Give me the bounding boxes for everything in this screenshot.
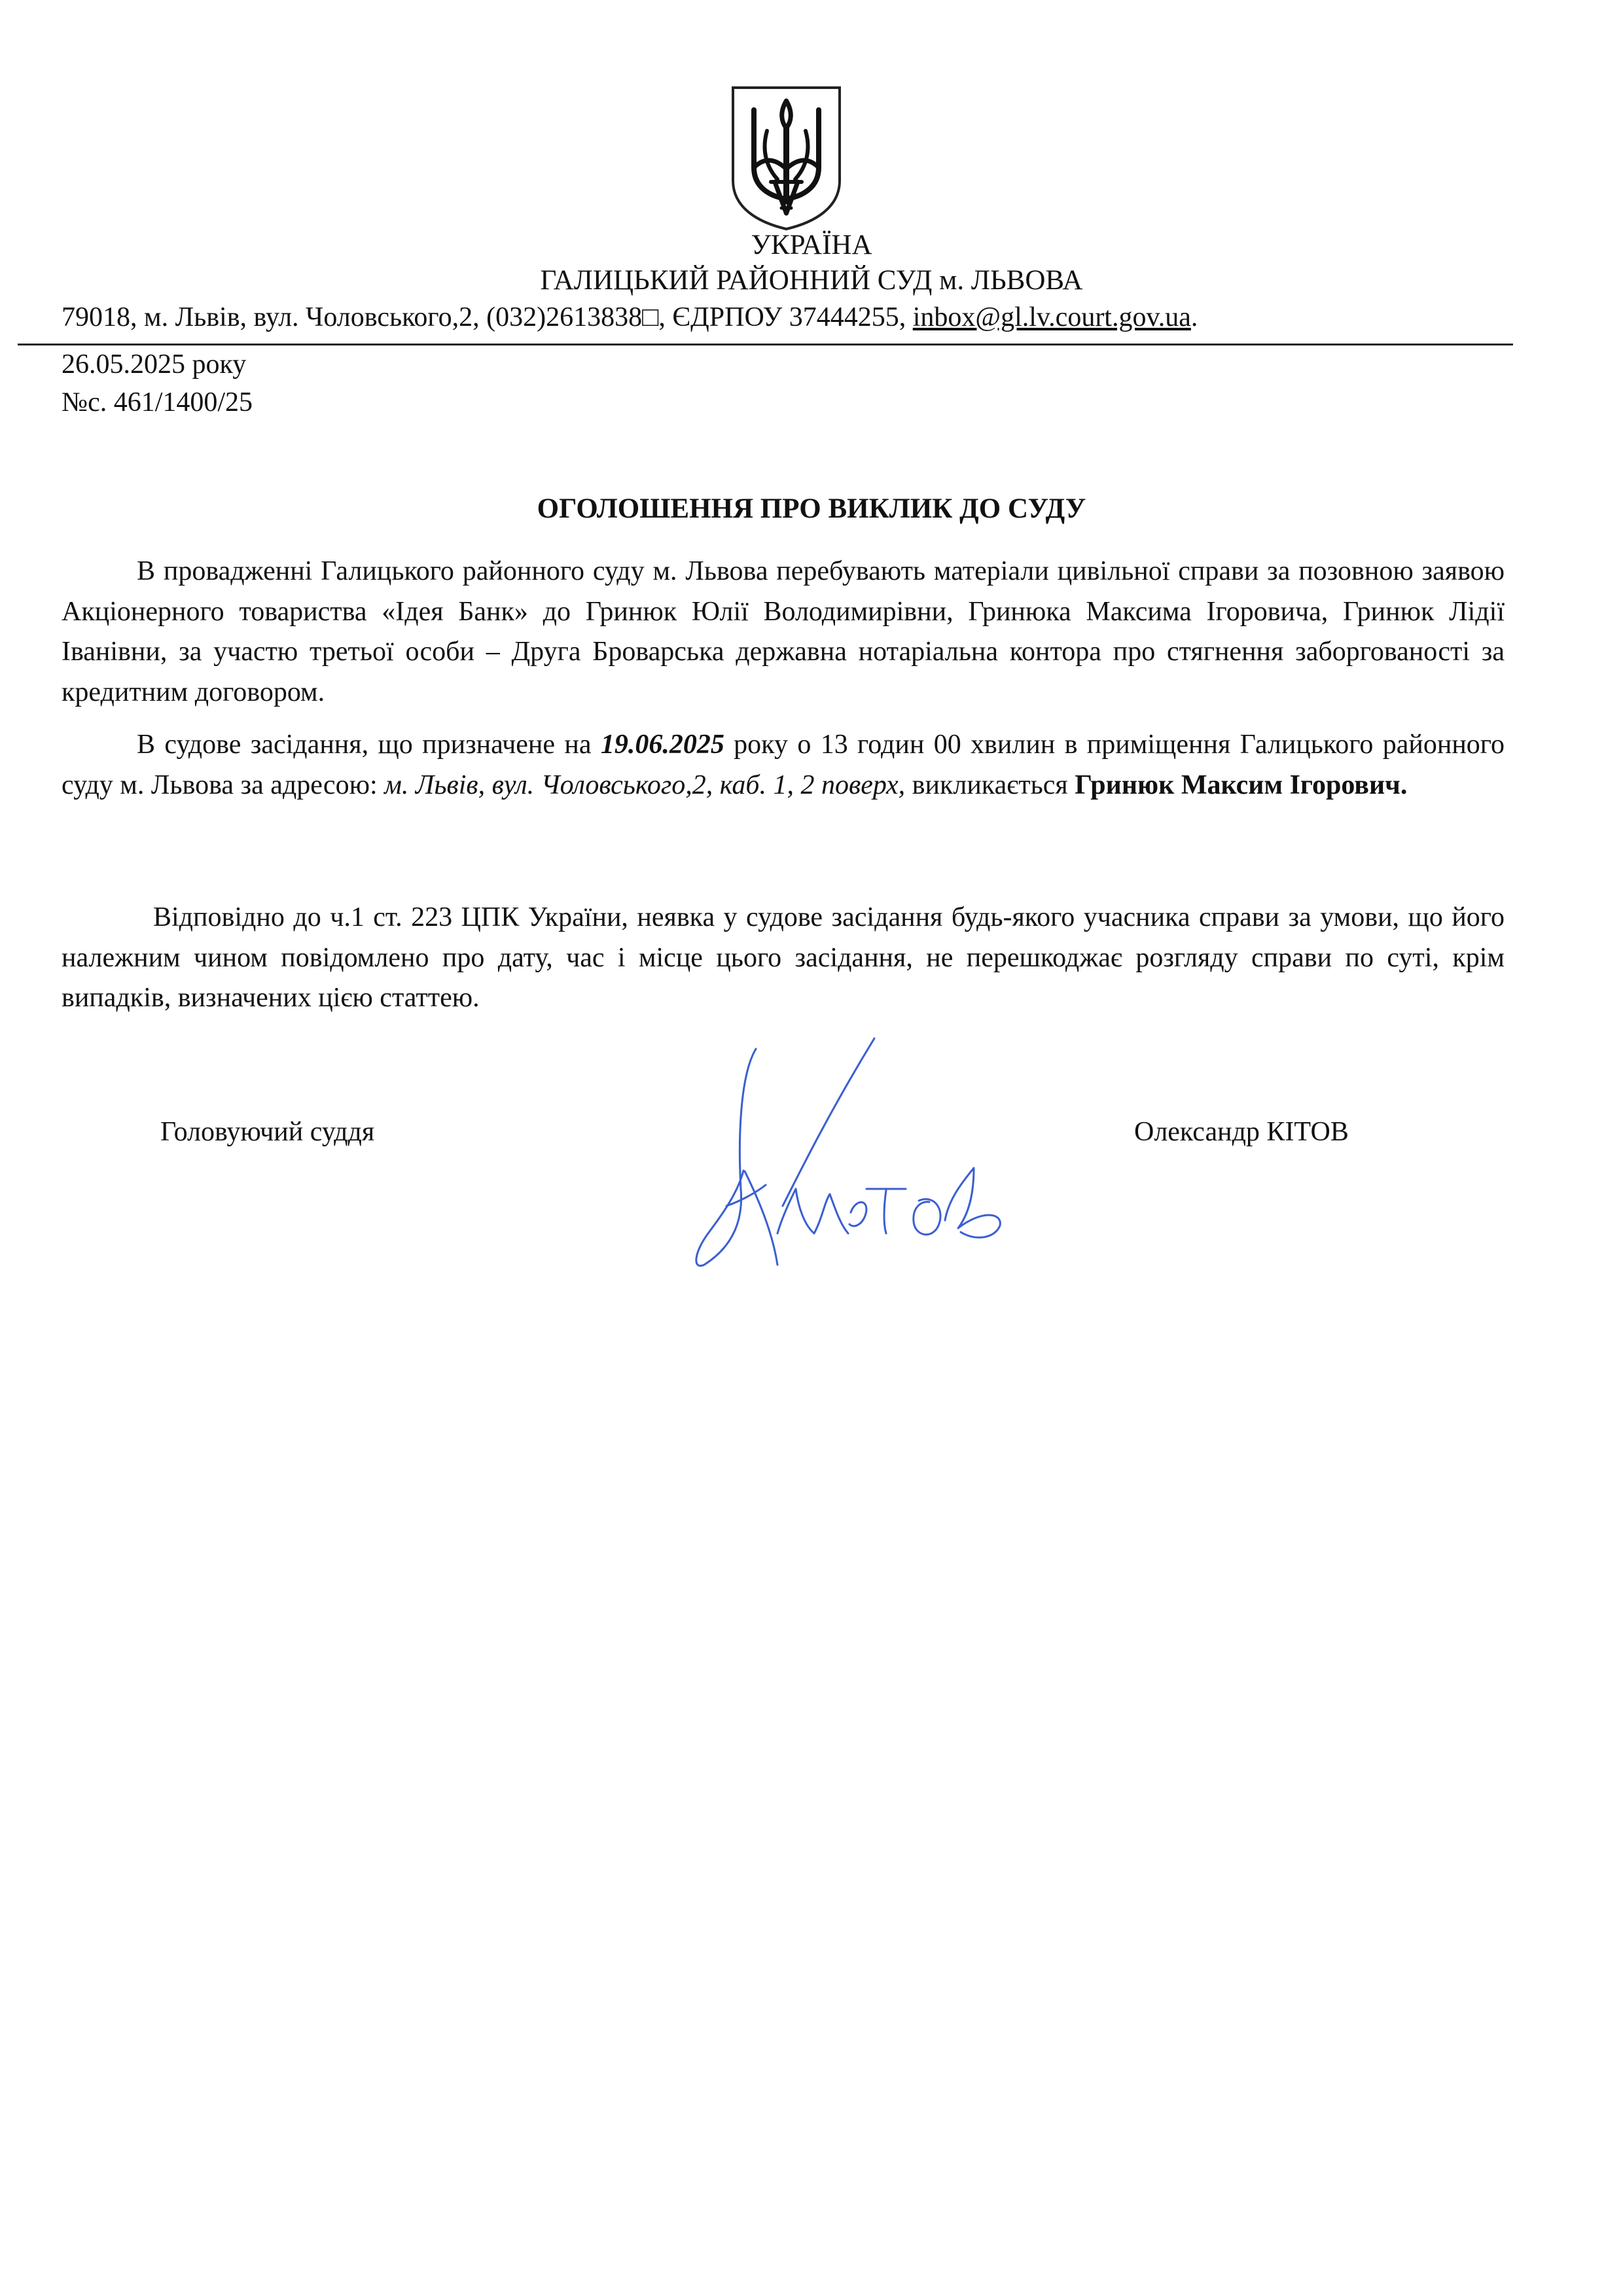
presiding-judge-label: Головуючий суддя: [160, 1117, 375, 1147]
email-link[interactable]: inbox@gl.lv.court.gov.ua: [912, 302, 1191, 332]
contact-end: .: [1190, 302, 1198, 332]
summons-text-middle: року о 13 годин 00 хвилин в приміщення Галицького районного суду м. Львова за адресою:: [62, 730, 1505, 800]
summons-text-start: В судове засідання, що призначене на: [137, 730, 601, 760]
summons-text-end: викликається: [905, 769, 1075, 800]
document-date: 26.05.2025 року: [62, 349, 247, 380]
hearing-date: 19.06.2025: [600, 730, 724, 760]
case-materials-text: В провадженні Галицького районного суду м. Львова перебувають матеріали цивільної справи за позовною заявою Акціонерного товариства «Ідея Банк» до Гринюк Юлії Володимирівни, Гринюка Максима Ігоровича, Гринюк Лідії Іванівни, за участю третьої особи – Друга Броварська державна нотаріальна контора про стягнення заборгованості за кредитним договором.: [62, 556, 1505, 707]
paragraph-hearing-summons: [62, 725, 1505, 805]
coat-of-arms-icon: [729, 84, 844, 232]
court-name: ГАЛИЦЬКИЙ РАЙОННИЙ СУД м. ЛЬВОВА: [540, 265, 1083, 296]
country-name: УКРАЇНА: [751, 230, 872, 260]
paragraph-case-materials: [62, 552, 1505, 713]
judge-name: Олександр КІТОВ: [1134, 1117, 1349, 1147]
header-divider: [18, 344, 1513, 345]
court-address: 79018, м. Львів, вул. Чоловського,2, (032)2613838□, ЄДРПОУ 37444255,: [62, 302, 913, 332]
summoned-person: Гринюк Максим Ігорович.: [1075, 769, 1408, 800]
legal-basis-text: Відповідно до ч.1 ст. 223 ЦПК України, неявка у судове засідання будь-якого учасника справи за умови, що його належним чином повідомлено про дату, час і місце цього засідання, не перешкоджає розгляду справи по суті, крім випадків, визначених цією статтею.: [62, 902, 1505, 1014]
paragraph-legal-basis: [62, 898, 1505, 1019]
document-title: ОГОЛОШЕННЯ ПРО ВИКЛИК ДО СУДУ: [537, 493, 1086, 524]
handwritten-signature: [668, 1037, 1008, 1279]
court-contact-line: [62, 301, 1488, 334]
hearing-address: м. Львів, вул. Чоловського,2, каб. 1, 2 поверх,: [384, 769, 906, 800]
case-number: №с. 461/1400/25: [62, 387, 253, 417]
